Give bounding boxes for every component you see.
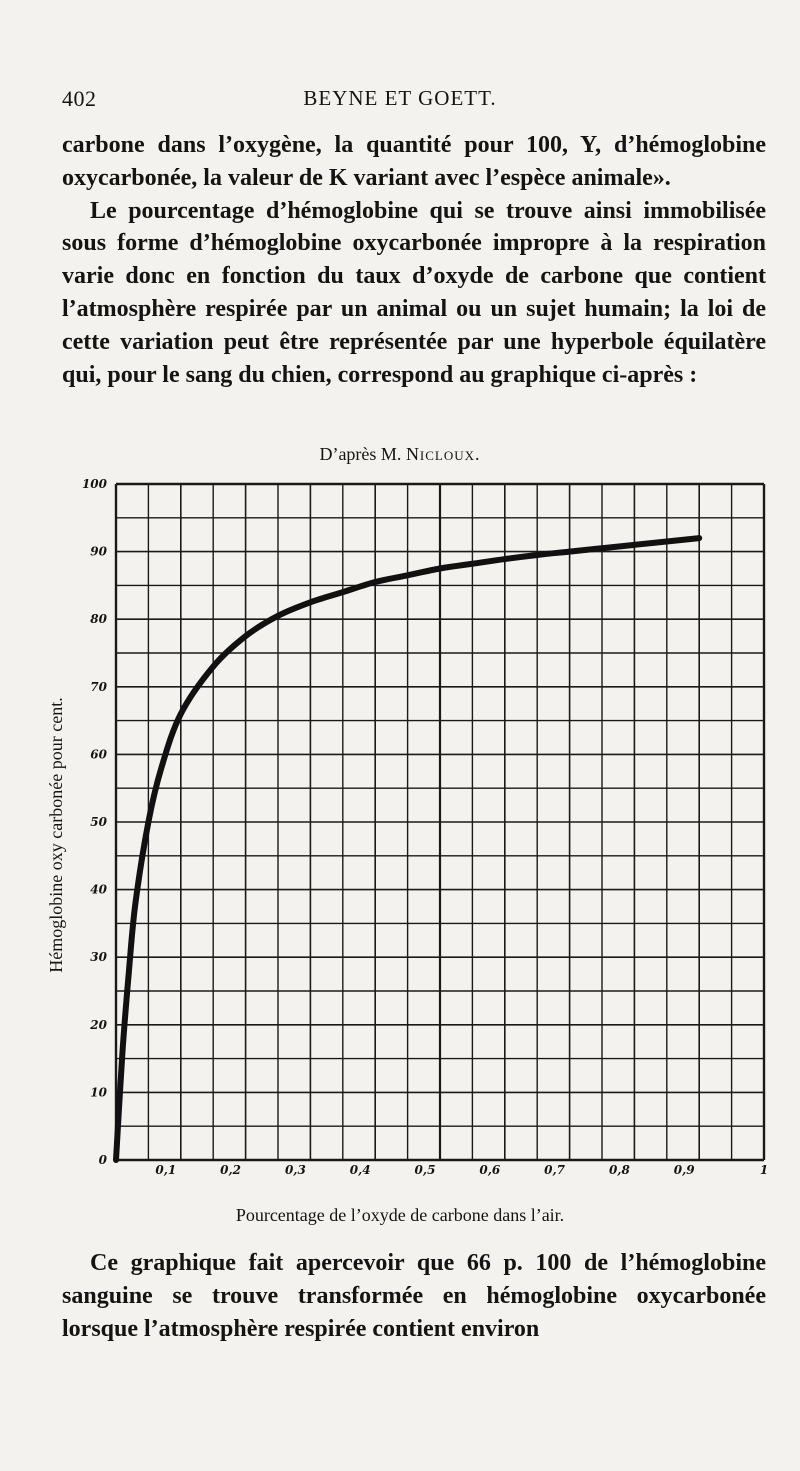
paragraph-following: Ce graphique fait apercevoir que 66 p. 100 de l’hémoglobine sanguine se trouve transformée en hémoglobine oxycarbonée lorsque l’atmosphère respirée contient environ [62,1250,766,1342]
y-tick-label: 20 [90,1017,107,1032]
x-tick-label: 0,8 [608,1163,630,1177]
y-tick-label: 60 [90,747,107,762]
paragraph-text: carbone dans l’oxygène, la quantité pour 100, Y, d’hémoglobine oxycarbonée, la valeur de K variant avec l’espèce animale». [62,132,766,191]
y-axis-label: Hémoglobine oxy carbonée pour cent. [46,697,66,973]
figure-credit-name: Nicloux. [405,444,481,464]
y-tick-label: 10 [90,1085,107,1100]
y-tick-label: 50 [90,815,107,829]
figure-credit-prefix: D’après M. [319,444,406,464]
y-tick-label: 30 [90,950,107,965]
page-number: 402 [62,86,97,111]
y-tick-label: 100 [81,477,107,491]
y-tick-label: 90 [90,544,107,559]
running-head: BEYNE ET GOETT. [303,86,497,110]
x-tick-label: 0,7 [544,1163,566,1177]
y-tick-label: 80 [90,612,107,627]
x-axis-label: Pourcentage de l’oxyde de carbone dans l’air. [235,1205,565,1225]
x-tick-label: 0,1 [155,1163,177,1177]
y-tick-label: 40 [90,882,107,897]
x-tick-label: 1 [759,1163,769,1177]
x-tick-label: 0,3 [284,1163,306,1177]
x-tick-label: 0,2 [220,1163,242,1177]
y-tick-label: 70 [90,679,107,694]
x-tick-label: 0,5 [414,1163,436,1177]
x-tick-label: 0,4 [349,1163,371,1177]
x-tick-label: 0,9 [673,1163,695,1177]
paragraph-text: Le pourcentage d’hémoglobine qui se trouve ainsi immobilisée sous forme d’hémoglobine oxycarbonée impropre à la respiration varie donc en fonction du taux d’oxyde de carbone que contient l’atmosphère respirée par un animal ou un sujet humain; la loi de cette variation peut être représentée par une hyperbole équilatère qui, pour le sang du chien, correspond au graphique ci-après : [62,197,766,388]
y-tick-label: 0 [98,1153,107,1167]
x-tick-label: 0,6 [479,1163,501,1177]
